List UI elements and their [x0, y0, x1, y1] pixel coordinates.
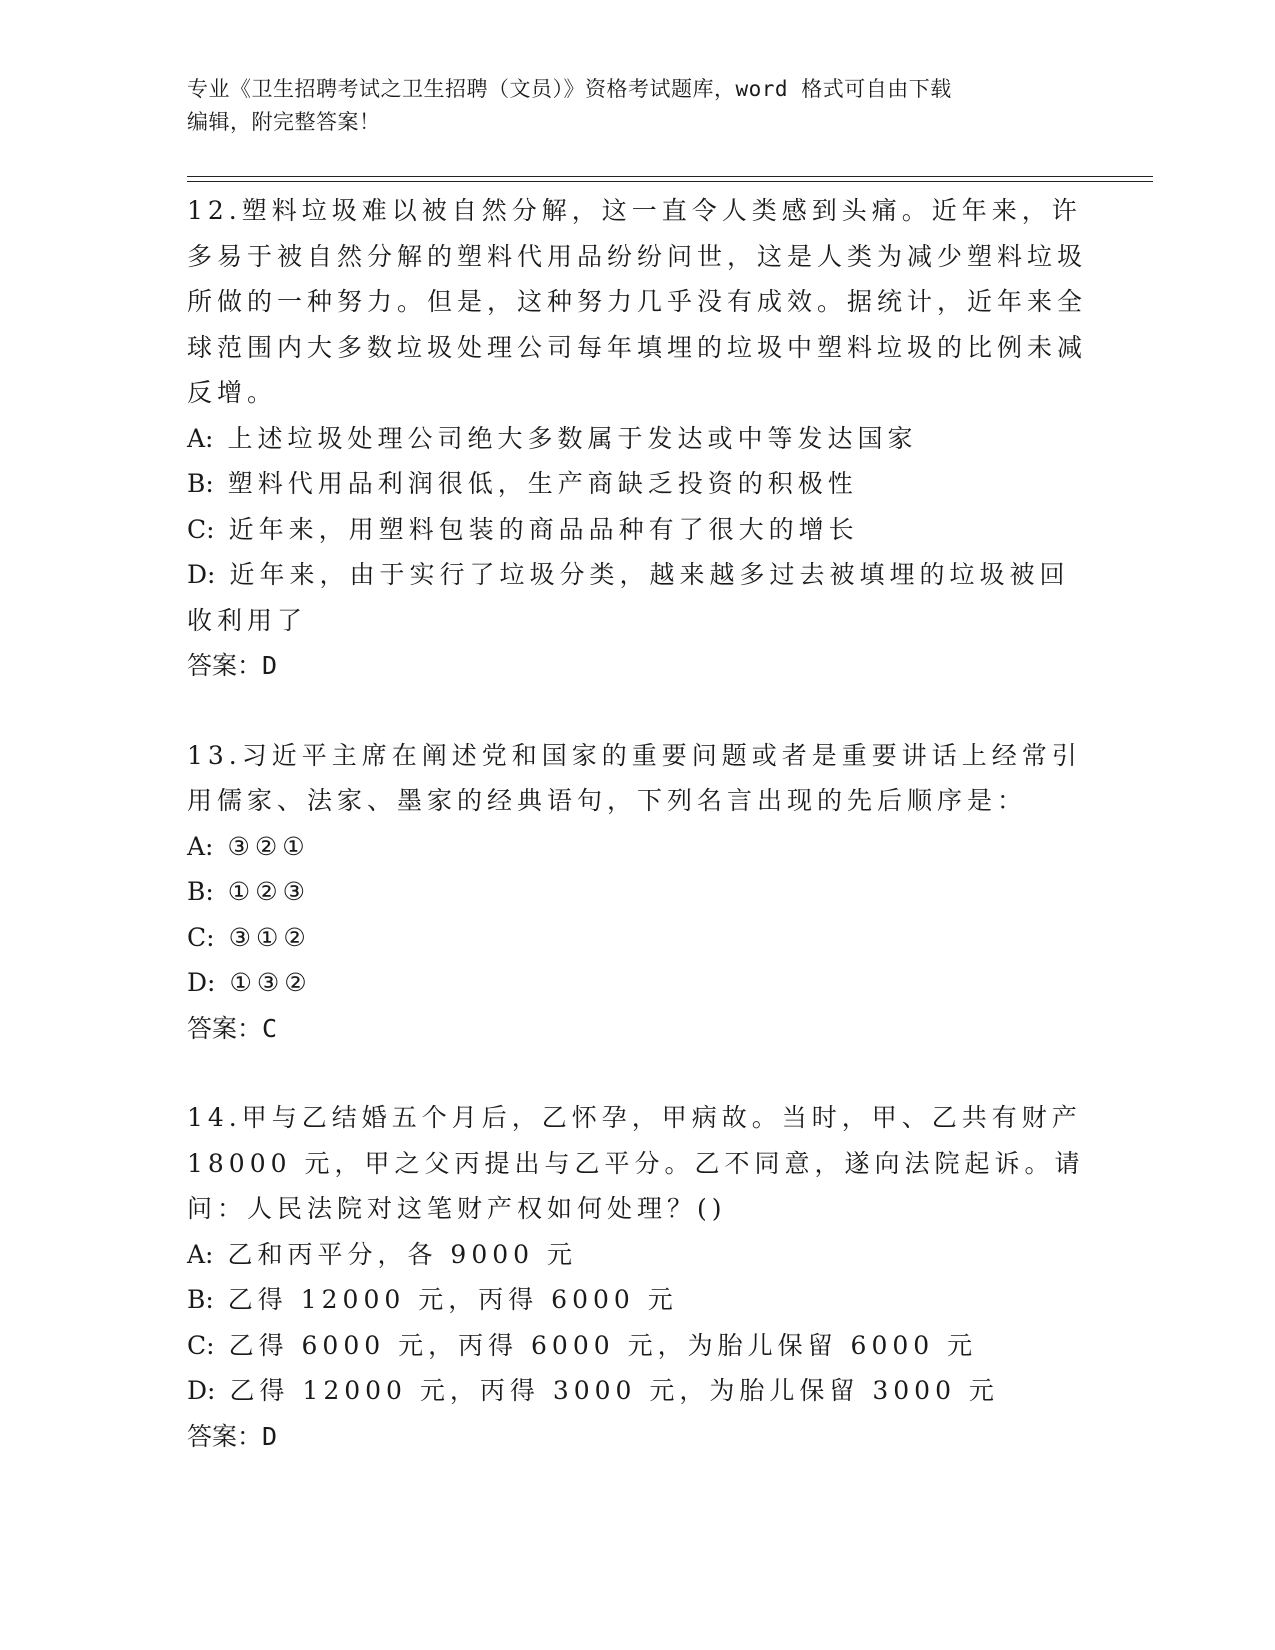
option-label: A:	[187, 1239, 214, 1269]
option-label: C:	[187, 1330, 215, 1360]
option-text: 乙和丙平分，各 9000 元	[227, 1239, 578, 1269]
option-text: ③②①	[227, 831, 310, 861]
option-text: 塑料代用品利润很低，生产商缺乏投资的积极性	[227, 469, 858, 498]
option-label: D:	[187, 968, 216, 997]
option-label: C:	[187, 922, 215, 952]
option-label: A:	[187, 423, 214, 453]
option-d	[187, 552, 1087, 643]
option-a	[187, 416, 1087, 462]
spacer	[187, 1051, 1087, 1095]
header-divider-bottom	[187, 181, 1153, 182]
option-label: B:	[187, 1285, 214, 1314]
header-line-2: 编辑，附完整答案！	[187, 110, 381, 134]
question-list	[187, 188, 1087, 1459]
option-label: D:	[187, 560, 216, 589]
question-text: 13.习近平主席在阐述党和国家的重要问题或者是重要讲话上经常引用儒家、法家、墨家的经典语句，下列名言出现的先后顺序是：	[187, 740, 1082, 815]
option-a	[187, 1232, 1087, 1278]
header-line-1: 专业《卫生招聘考试之卫生招聘（文员）》资格考试题库，word 格式可自由下载	[187, 77, 952, 101]
question-text: 14.甲与乙结婚五个月后，乙怀孕，甲病故。当时，甲、乙共有财产 18000 元，甲之父丙提出与乙平分。乙不同意，遂向法院起诉。请问：人民法院对这笔财产权如何处理？()	[187, 1103, 1085, 1223]
option-text: 近年来，由于实行了垃圾分类，越来越多过去被填埋的垃圾被回收利用了	[187, 560, 1070, 635]
answer: 答案：D	[187, 651, 278, 680]
option-text: 近年来，用塑料包装的商品品种有了很大的增长	[228, 514, 859, 544]
option-d	[187, 1368, 1087, 1414]
option-text: 乙得 6000 元，丙得 6000 元，为胎儿保留 6000 元	[228, 1330, 978, 1360]
option-d	[187, 960, 1087, 1006]
option-c	[187, 507, 1087, 553]
document-header	[187, 73, 1087, 139]
option-text: ①③②	[229, 968, 312, 997]
question-12	[187, 188, 1087, 689]
option-text: ③①②	[228, 922, 311, 952]
answer: 答案：C	[187, 1013, 278, 1043]
option-label: B:	[187, 877, 214, 906]
question-14	[187, 1095, 1087, 1459]
question-13	[187, 733, 1087, 1052]
option-b	[187, 1277, 1087, 1323]
option-c	[187, 1323, 1087, 1369]
header-divider-top	[187, 176, 1153, 177]
option-label: D:	[187, 1376, 216, 1405]
option-b	[187, 461, 1087, 507]
option-text: ①②③	[227, 877, 311, 906]
option-label: B:	[187, 469, 214, 498]
spacer	[187, 689, 1087, 733]
question-text: 12.塑料垃圾难以被自然分解，这一直令人类感到头痛。近年来，许多易于被自然分解的塑料代用品纷纷问世，这是人类为减少塑料垃圾所做的一种努力。但是，这种努力几乎没有成效。据统计，近年来全球范围内大多数垃圾处理公司每年填埋的垃圾中塑料垃圾的比例未减反增。	[187, 196, 1088, 407]
option-text: 上述垃圾处理公司绝大多数属于发达或中等发达国家	[227, 423, 918, 453]
option-label: A:	[187, 831, 214, 861]
option-text: 乙得 12000 元，丙得 6000 元	[227, 1285, 678, 1314]
answer: 答案：D	[187, 1421, 278, 1451]
option-a	[187, 824, 1087, 870]
option-c	[187, 915, 1087, 961]
option-b	[187, 869, 1087, 915]
option-label: C:	[187, 514, 215, 544]
option-text: 乙得 12000 元，丙得 3000 元，为胎儿保留 3000 元	[229, 1376, 999, 1405]
